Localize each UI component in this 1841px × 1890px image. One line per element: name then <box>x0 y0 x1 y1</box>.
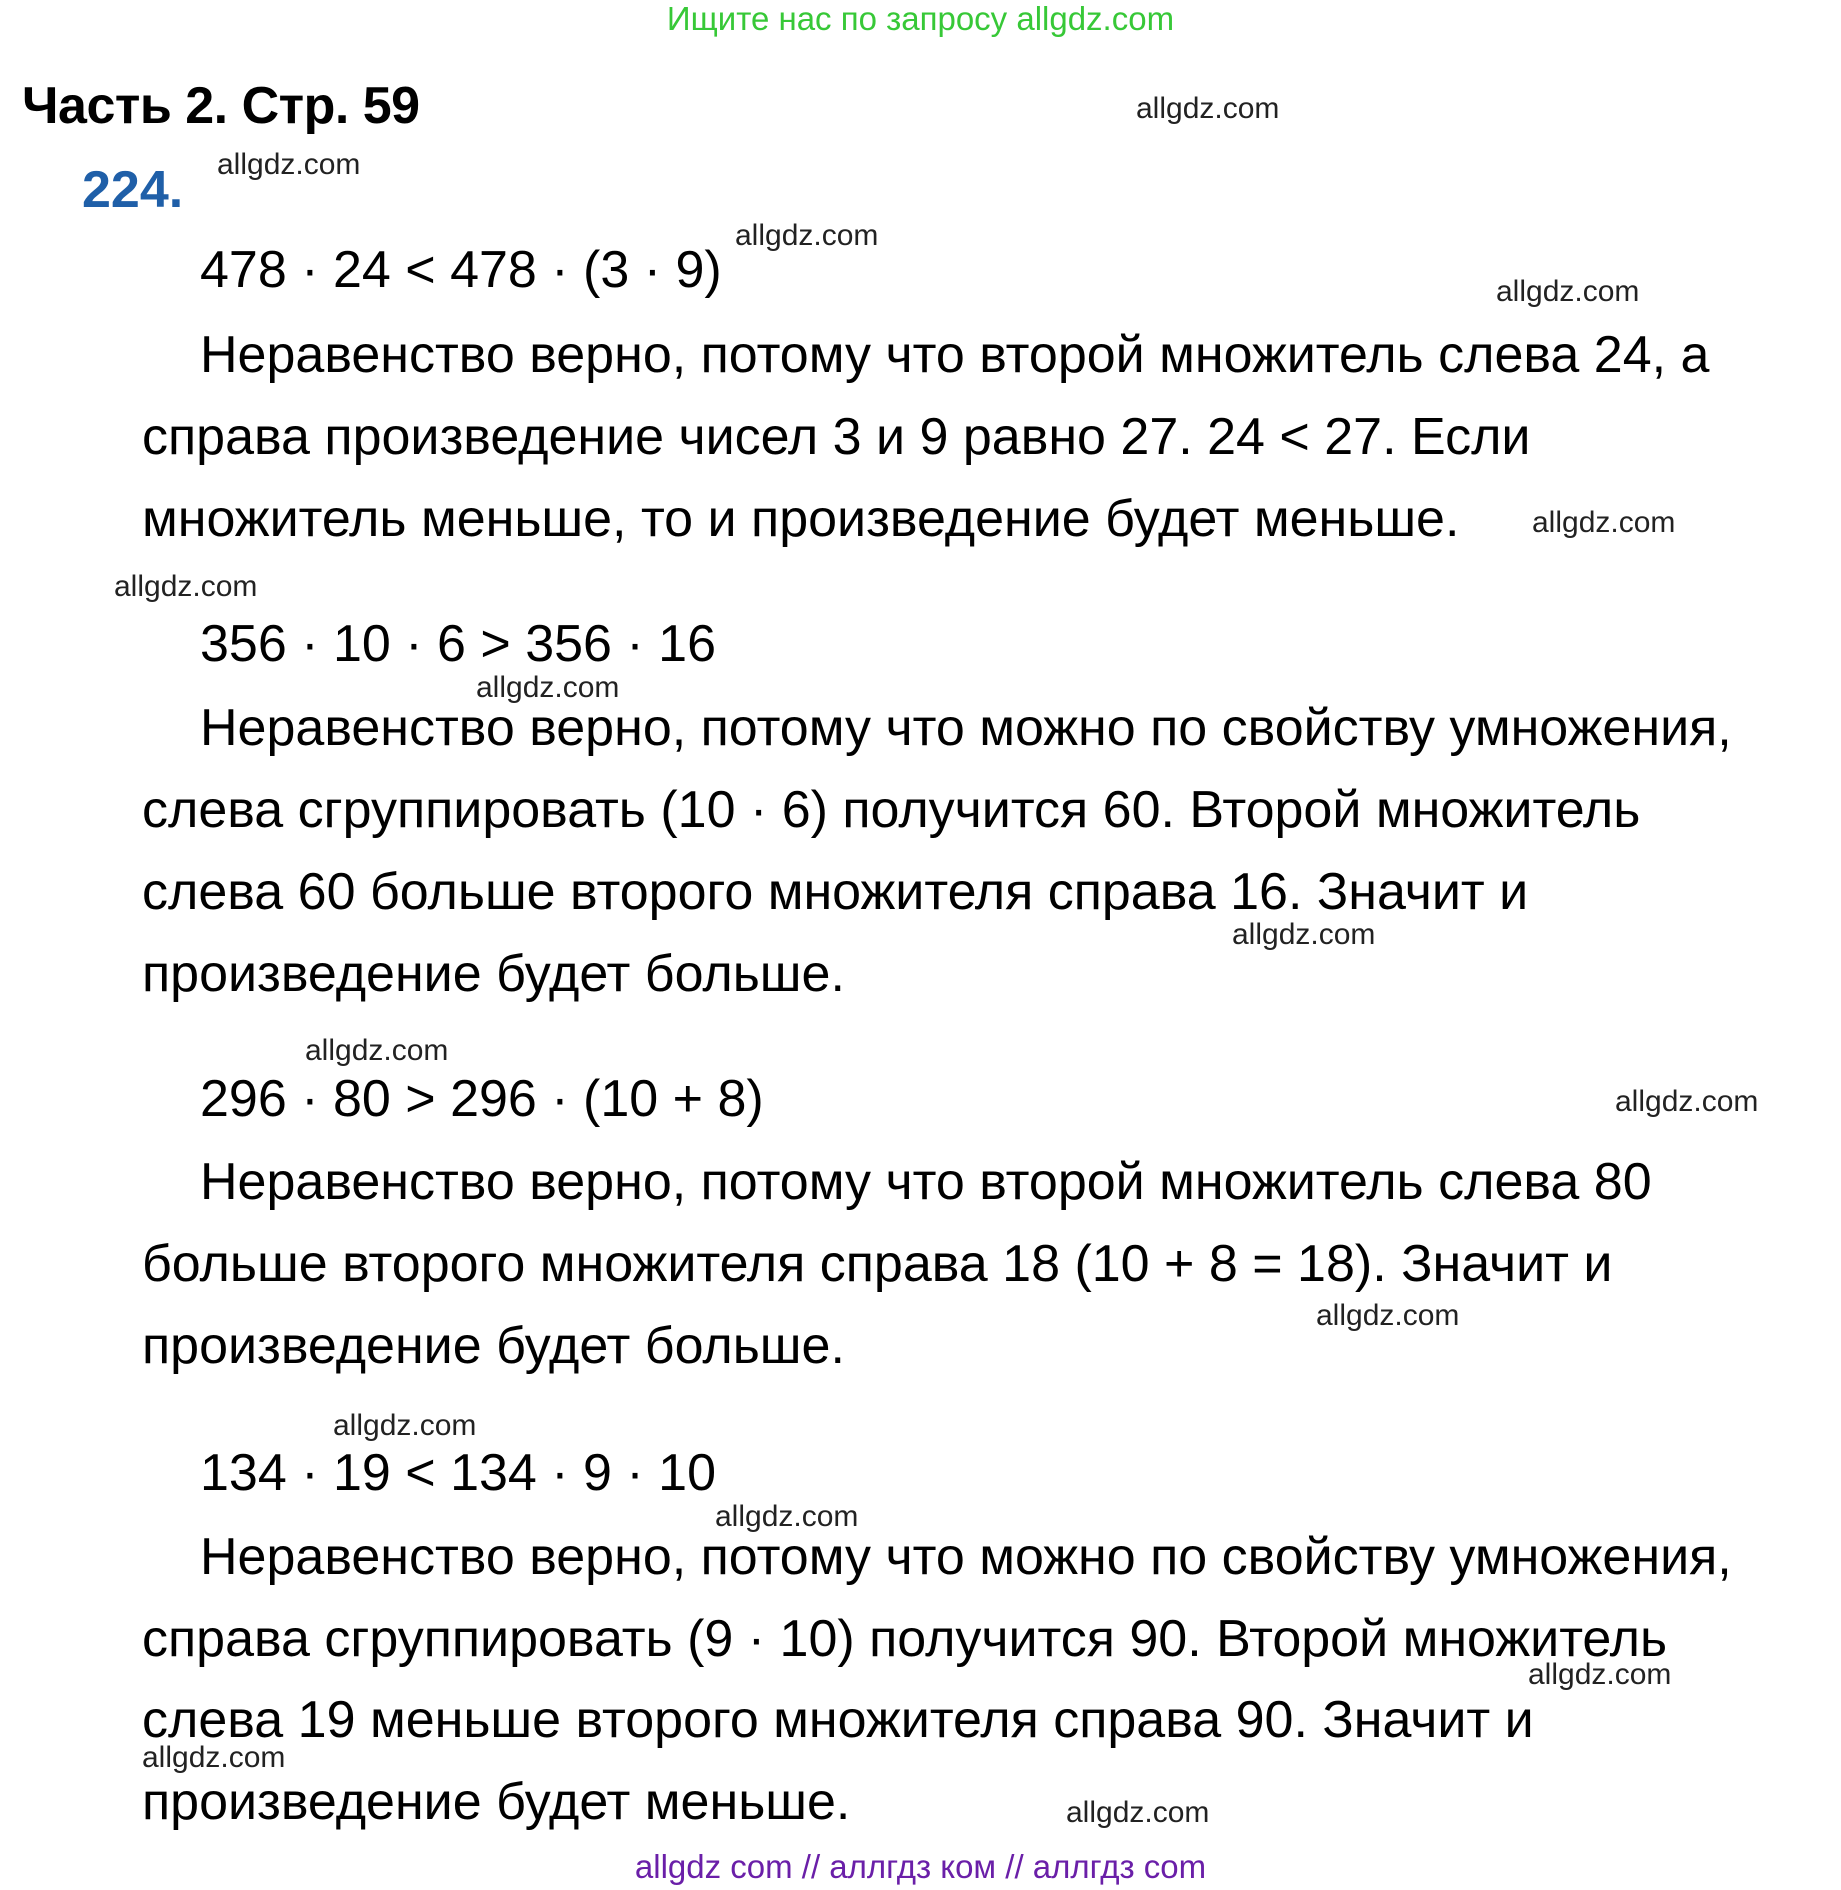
watermark: allgdz.com <box>476 671 620 704</box>
watermark: allgdz.com <box>1136 92 1280 125</box>
inequality-expression: 478 · 24 < 478 · (3 · 9) <box>200 241 722 299</box>
watermark: allgdz.com <box>1615 1085 1759 1118</box>
paragraph-line: Неравенство верно, потому что второй множитель слева 24, а <box>200 326 1710 384</box>
paragraph-line: слева сгруппировать (10 · 6) получится 60. Второй множитель <box>142 781 1641 839</box>
top-banner: Ищите нас по запросу allgdz.com <box>666 0 1175 37</box>
watermark: allgdz.com <box>305 1034 449 1067</box>
paragraph-line: слева 19 меньше второго множителя справа 90. Значит и <box>142 1691 1534 1749</box>
watermark: allgdz.com <box>1528 1658 1672 1691</box>
paragraph-line: произведение будет больше. <box>142 945 845 1003</box>
watermark: allgdz.com <box>1496 275 1640 308</box>
paragraph-line: справа произведение чисел 3 и 9 равно 27. 24 < 27. Если <box>142 408 1531 466</box>
paragraph-line: Неравенство верно, потому что второй множитель слева 80 <box>200 1153 1652 1211</box>
watermark: allgdz.com <box>735 219 879 252</box>
task-number: 224. <box>82 161 184 219</box>
watermark: allgdz.com <box>217 148 361 181</box>
page-title: Часть 2. Стр. 59 <box>22 77 420 135</box>
paragraph-line: произведение будет больше. <box>142 1317 845 1375</box>
watermark: allgdz.com <box>114 570 258 603</box>
paragraph-line: множитель меньше, то и произведение будет меньше. <box>142 490 1460 548</box>
paragraph-line: Неравенство верно, потому что можно по свойству умножения, <box>200 1528 1732 1586</box>
inequality-expression: 134 · 19 < 134 · 9 · 10 <box>200 1444 717 1502</box>
footer-text: allgdz com // аллгдз ком // аллгдз com <box>634 1848 1207 1885</box>
inequality-expression: 356 · 10 · 6 > 356 · 16 <box>200 615 717 673</box>
watermark: allgdz.com <box>142 1741 286 1774</box>
inequality-expression: 296 · 80 > 296 · (10 + 8) <box>200 1070 764 1128</box>
paragraph-line: справа сгруппировать (9 · 10) получится 90. Второй множитель <box>142 1610 1668 1668</box>
watermark: allgdz.com <box>333 1409 477 1442</box>
watermark: allgdz.com <box>715 1500 859 1533</box>
watermark: allgdz.com <box>1316 1299 1460 1332</box>
watermark: allgdz.com <box>1232 918 1376 951</box>
paragraph-line: больше второго множителя справа 18 (10 + 8 = 18). Значит и <box>142 1235 1613 1293</box>
watermark: allgdz.com <box>1066 1796 1210 1829</box>
watermark: allgdz.com <box>1532 506 1676 539</box>
paragraph-line: произведение будет меньше. <box>142 1773 851 1831</box>
paragraph-line: слева 60 больше второго множителя справа 16. Значит и <box>142 863 1529 921</box>
paragraph-line: Неравенство верно, потому что можно по свойству умножения, <box>200 699 1732 757</box>
